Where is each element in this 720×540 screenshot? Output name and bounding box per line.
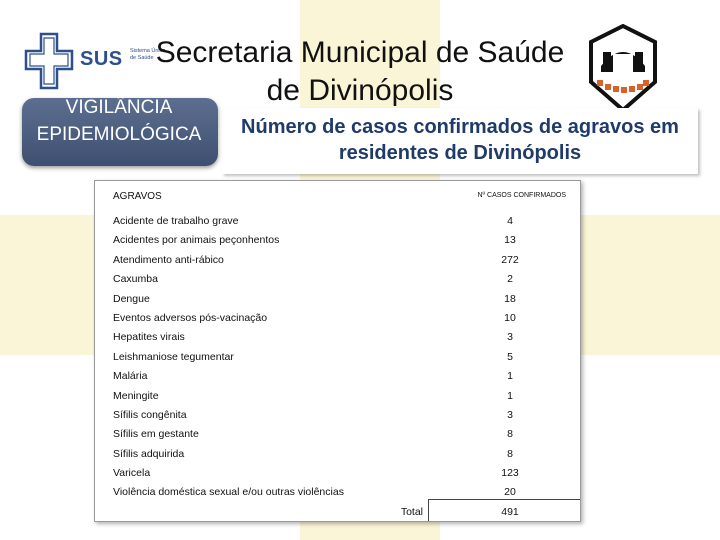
table-row xyxy=(95,405,580,424)
table-row xyxy=(95,347,580,366)
row-name: Varicela xyxy=(113,467,151,480)
row-name: Hepatites virais xyxy=(113,331,185,344)
table-row xyxy=(95,444,580,463)
row-name: Leishmaniose tegumentar xyxy=(113,350,234,363)
sus-cross-icon xyxy=(24,32,74,90)
row-value: 3 xyxy=(507,331,513,344)
subtitle: Número de casos confirmados de agravos em residentes de Divinópolis xyxy=(241,116,679,164)
total-cell-border xyxy=(428,499,429,521)
column-header-agravos: AGRAVOS xyxy=(113,191,162,202)
row-value: 20 xyxy=(504,486,516,499)
table-row xyxy=(95,289,580,308)
table-row xyxy=(95,211,580,230)
table-row xyxy=(95,366,580,385)
sus-logo-subtext: Sistema Único de Saúde xyxy=(130,48,166,61)
row-name: Eventos adversos pós-vacinação xyxy=(113,311,268,324)
table-row xyxy=(95,250,580,269)
row-value: 3 xyxy=(507,408,513,421)
table-row xyxy=(95,327,580,346)
row-value: 5 xyxy=(507,350,513,363)
row-value: 18 xyxy=(504,292,516,305)
row-name: Sífilis congênita xyxy=(113,408,187,421)
row-value: 1 xyxy=(507,389,513,402)
row-value: 1 xyxy=(507,370,513,383)
column-header-casos: Nº CASOS CONFIRMADOS xyxy=(477,192,566,199)
table-header xyxy=(95,181,580,211)
row-name: Dengue xyxy=(113,292,150,305)
row-name: Acidente de trabalho grave xyxy=(113,215,239,227)
row-value: 13 xyxy=(504,234,516,247)
row-name: Acidentes por animais peçonhentos xyxy=(113,234,280,247)
row-value: 10 xyxy=(504,311,516,324)
page-title: Secretaria Municipal de Saúde de Divinópolis xyxy=(155,36,565,107)
total-label: Total xyxy=(400,505,423,518)
row-value: 8 xyxy=(507,428,513,441)
table-row xyxy=(95,269,580,288)
row-name: Sífilis adquirida xyxy=(113,447,185,460)
table-body xyxy=(95,211,580,521)
table-row xyxy=(95,308,580,327)
row-value: 4 xyxy=(507,215,513,227)
row-name: Caxumba xyxy=(113,273,158,286)
table-total-row xyxy=(95,502,580,521)
section-label: VIGILÂNCIA EPIDEMIOLÓGICA xyxy=(36,97,202,145)
row-value: 123 xyxy=(501,467,519,480)
row-value: 2 xyxy=(507,273,513,286)
sus-logo-text: SUS xyxy=(80,48,123,70)
table-row xyxy=(95,463,580,482)
table-row xyxy=(95,386,580,405)
row-name: Violência doméstica sexual e/ou outras violências xyxy=(113,486,344,499)
divinopolis-seal xyxy=(583,24,663,114)
cases-table xyxy=(94,180,581,522)
divinopolis-seal-icon xyxy=(583,24,663,114)
row-name: Atendimento anti-rábico xyxy=(113,253,224,266)
total-value: 491 xyxy=(501,505,519,518)
row-name: Meningite xyxy=(113,389,159,402)
row-name: Malária xyxy=(113,370,148,383)
row-name: Sífilis em gestante xyxy=(113,428,199,441)
table-row xyxy=(95,424,580,443)
total-cell-border-top xyxy=(428,499,580,500)
table-row xyxy=(95,230,580,249)
row-value: 8 xyxy=(507,447,513,460)
row-value: 272 xyxy=(501,253,519,266)
